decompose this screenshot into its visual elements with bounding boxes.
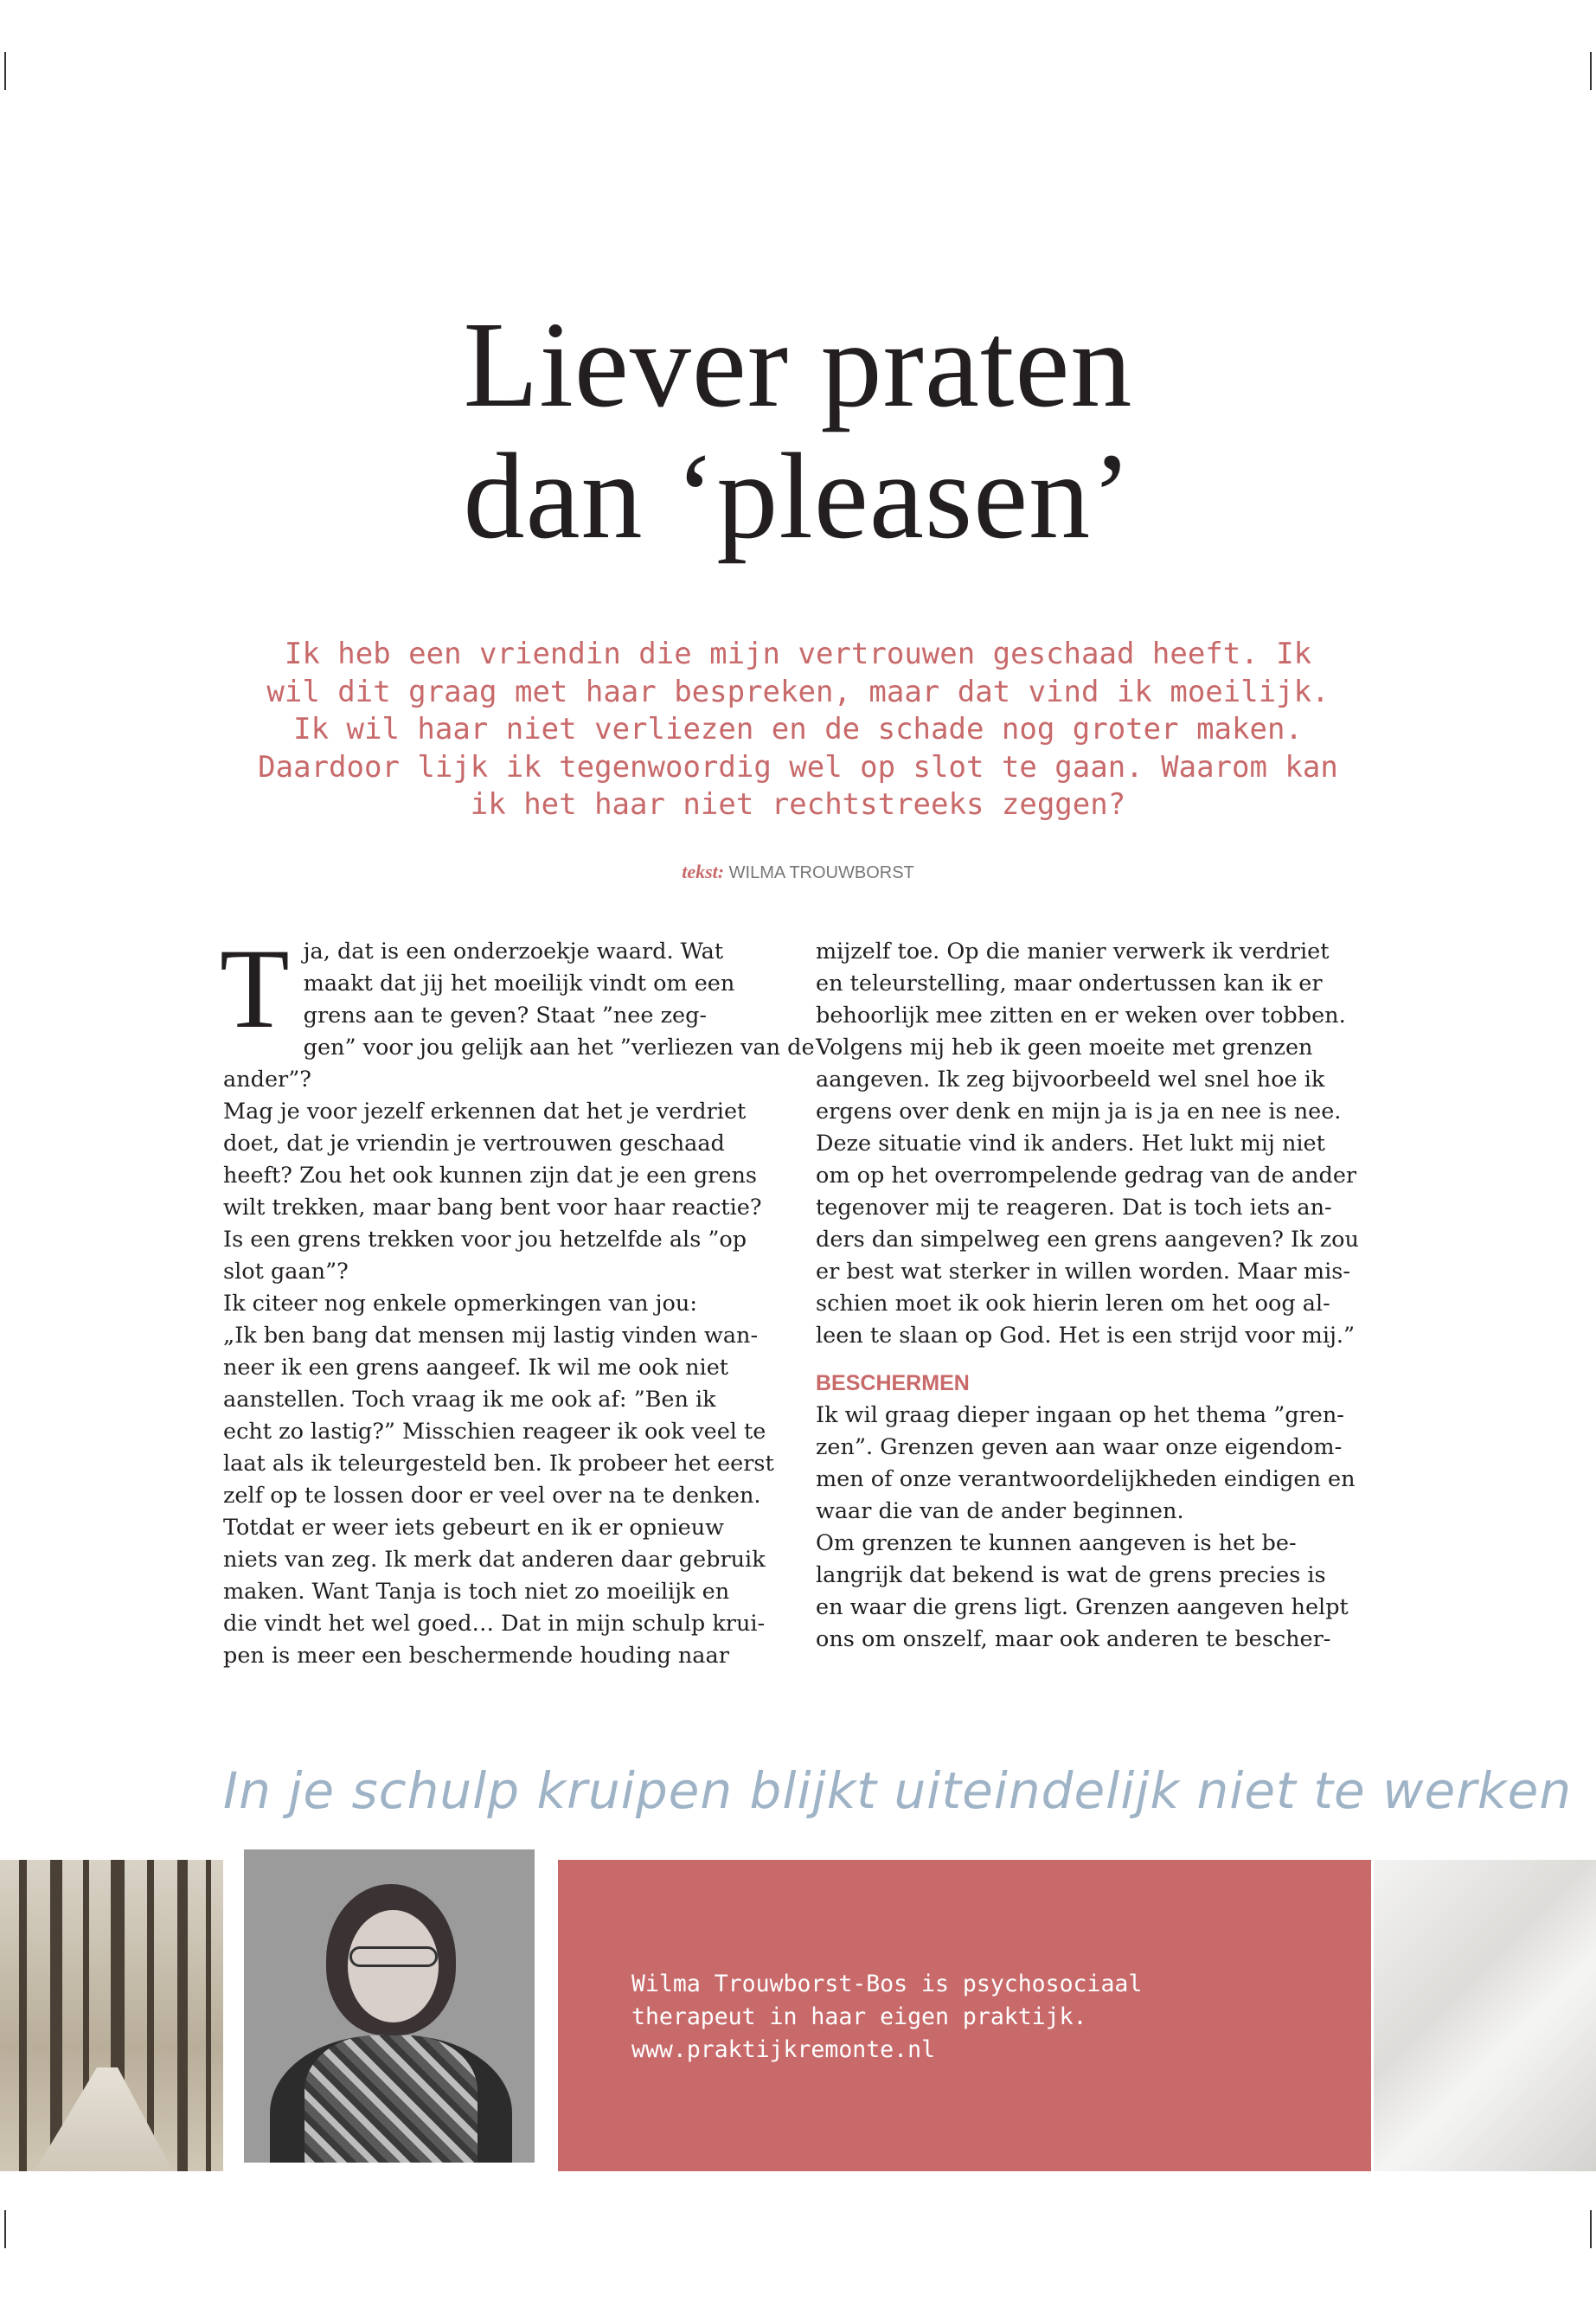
author-bio-box [558, 1860, 1371, 2171]
text-line: behoorlijk mee zitten en er weken over tobben. [816, 1003, 1346, 1029]
text-line: mijzelf toe. Op die manier verwerk ik verdriet [816, 939, 1330, 965]
text-line: die vindt het wel goed… Dat in mijn schulp krui- [223, 1611, 766, 1637]
text-line: men of onze verantwoordelijkheden eindigen en [816, 1466, 1356, 1492]
text-line: Ik citeer nog enkele opmerkingen van jou: [223, 1291, 697, 1317]
text-line: ja, dat is een onderzoekje waard. Wat [303, 939, 724, 965]
text-line: ders dan simpelweg een grens aangeven? Ik zou [816, 1227, 1359, 1253]
crop-mark [1590, 52, 1592, 90]
article-column-right [816, 936, 1404, 1656]
text-line: tegenover mij te reageren. Dat is toch iets an- [816, 1195, 1332, 1221]
bio-line: Wilma Trouwborst-Bos is psychosociaal [631, 1971, 1143, 1997]
byline-label: tekst: [682, 861, 725, 882]
text-line: grens aan te geven? Staat ”nee zeg- [303, 1003, 708, 1029]
text-line: wilt trekken, maar bang bent voor haar reactie? [223, 1195, 762, 1221]
bedsheets-photo [1374, 1860, 1596, 2171]
bio-website-link[interactable]: www.praktijkremonte.nl [631, 2036, 935, 2063]
text-line: aangeven. Ik zeg bijvoorbeeld wel snel hoe ik [816, 1067, 1325, 1093]
crop-mark [4, 52, 6, 90]
intro-line: Ik heb een vriendin die mijn vertrouwen geschaad heeft. Ik [284, 637, 1312, 671]
text-line: Deze situatie vind ik anders. Het lukt mij niet [816, 1131, 1325, 1157]
text-line: er best wat sterker in willen worden. Maar mis- [816, 1259, 1350, 1285]
text-line: heeft? Zou het ook kunnen zijn dat je een grens [223, 1163, 757, 1189]
text-line: Totdat er weer iets gebeurt en ik er opnieuw [223, 1515, 724, 1541]
text-line: ons om onszelf, maar ook anderen te bescher- [816, 1626, 1331, 1652]
article-title [0, 296, 1596, 564]
drop-cap: T [220, 925, 290, 1052]
intro-line: wil dit graag met haar bespreken, maar dat vind ik moeilijk. [266, 674, 1330, 709]
text-line: langrijk dat bekend is wat de grens precies is [816, 1562, 1326, 1588]
text-line: echt zo lastig?” Misschien reageer ik ook veel te [223, 1419, 766, 1445]
text-line: om op het overrompelende gedrag van de ander [816, 1163, 1357, 1189]
text-line: Mag je voor jezelf erkennen dat het je verdriet [223, 1099, 747, 1125]
title-line: Liever praten [463, 296, 1133, 433]
intro-question [208, 636, 1388, 824]
text-line: Is een grens trekken voor jou hetzelfde als ”op [223, 1227, 747, 1253]
text-line: neer ik een grens aangeef. Ik wil me ook niet [223, 1355, 729, 1381]
title-line: dan ‘pleasen’ [463, 427, 1133, 564]
intro-line: ik het haar niet rechtstreeks zeggen? [470, 787, 1126, 822]
text-line: aanstellen. Toch vraag ik me ook af: ”Ben ik [223, 1387, 716, 1413]
text-line: ander”? [223, 1067, 311, 1093]
byline-author: WILMA TROUWBORST [728, 863, 914, 882]
text-line: waar die van de ander beginnen. [816, 1498, 1184, 1524]
text-line: gen” voor jou gelijk aan het ”verliezen van de [303, 1035, 815, 1061]
author-bio [631, 1968, 1142, 2067]
text-line: doet, dat je vriendin je vertrouwen geschaad [223, 1131, 725, 1157]
intro-line: Ik wil haar niet verliezen en de schade nog groter maken. [293, 712, 1303, 747]
text-line: slot gaan”? [223, 1259, 349, 1285]
forest-photo [0, 1860, 223, 2171]
author-portrait [235, 1841, 543, 2171]
text-line: Om grenzen te kunnen aangeven is het be- [816, 1530, 1297, 1556]
text-line: Volgens mij heb ik geen moeite met grenzen [816, 1035, 1313, 1061]
byline [0, 861, 1596, 883]
text-line: zelf op te lossen door er veel over na te denken. [223, 1483, 761, 1509]
crop-mark [4, 2210, 6, 2248]
crop-mark [1590, 2210, 1592, 2248]
text-line: maken. Want Tanja is toch niet zo moeilijk en [223, 1579, 730, 1605]
text-line: Ik wil graag dieper ingaan op het thema ”gren- [816, 1402, 1344, 1428]
bio-line: therapeut in haar eigen praktijk. [631, 2003, 1087, 2030]
text-line: zen”. Grenzen geven aan waar onze eigendom- [816, 1434, 1343, 1460]
text-line: maakt dat jij het moeilijk vindt om een [303, 971, 735, 997]
text-line: pen is meer een beschermende houding naar [223, 1643, 729, 1669]
text-line: „Ik ben bang dat mensen mij lastig vinden wan- [223, 1323, 759, 1349]
text-line: leen te slaan op God. Het is een strijd voor mij.” [816, 1323, 1356, 1349]
text-line: ergens over denk en mijn ja is ja en nee is nee. [816, 1099, 1342, 1125]
text-line: en waar die grens ligt. Grenzen aangeven helpt [816, 1594, 1349, 1620]
right-column-text [816, 1400, 1404, 1656]
section-heading: BESCHERMEN [816, 1371, 970, 1395]
text-line: niets van zeg. Ik merk dat anderen daar gebruik [223, 1547, 766, 1573]
text-line: laat als ik teleurgesteld ben. Ik probeer het eerst [223, 1451, 774, 1477]
article-column-left [220, 925, 815, 1672]
pull-quote: In je schulp kruipen blijkt uiteindelijk niet te werken [223, 1761, 1573, 1820]
text-line: schien moet ik ook hierin leren om het oog al- [816, 1291, 1330, 1317]
text-line: en teleurstelling, maar ondertussen kan ik er [816, 971, 1323, 997]
right-column-text [816, 936, 1404, 1352]
intro-line: Daardoor lijk ik tegenwoordig wel op slot te gaan. Waarom kan [258, 749, 1338, 785]
left-column-text [223, 936, 815, 1672]
